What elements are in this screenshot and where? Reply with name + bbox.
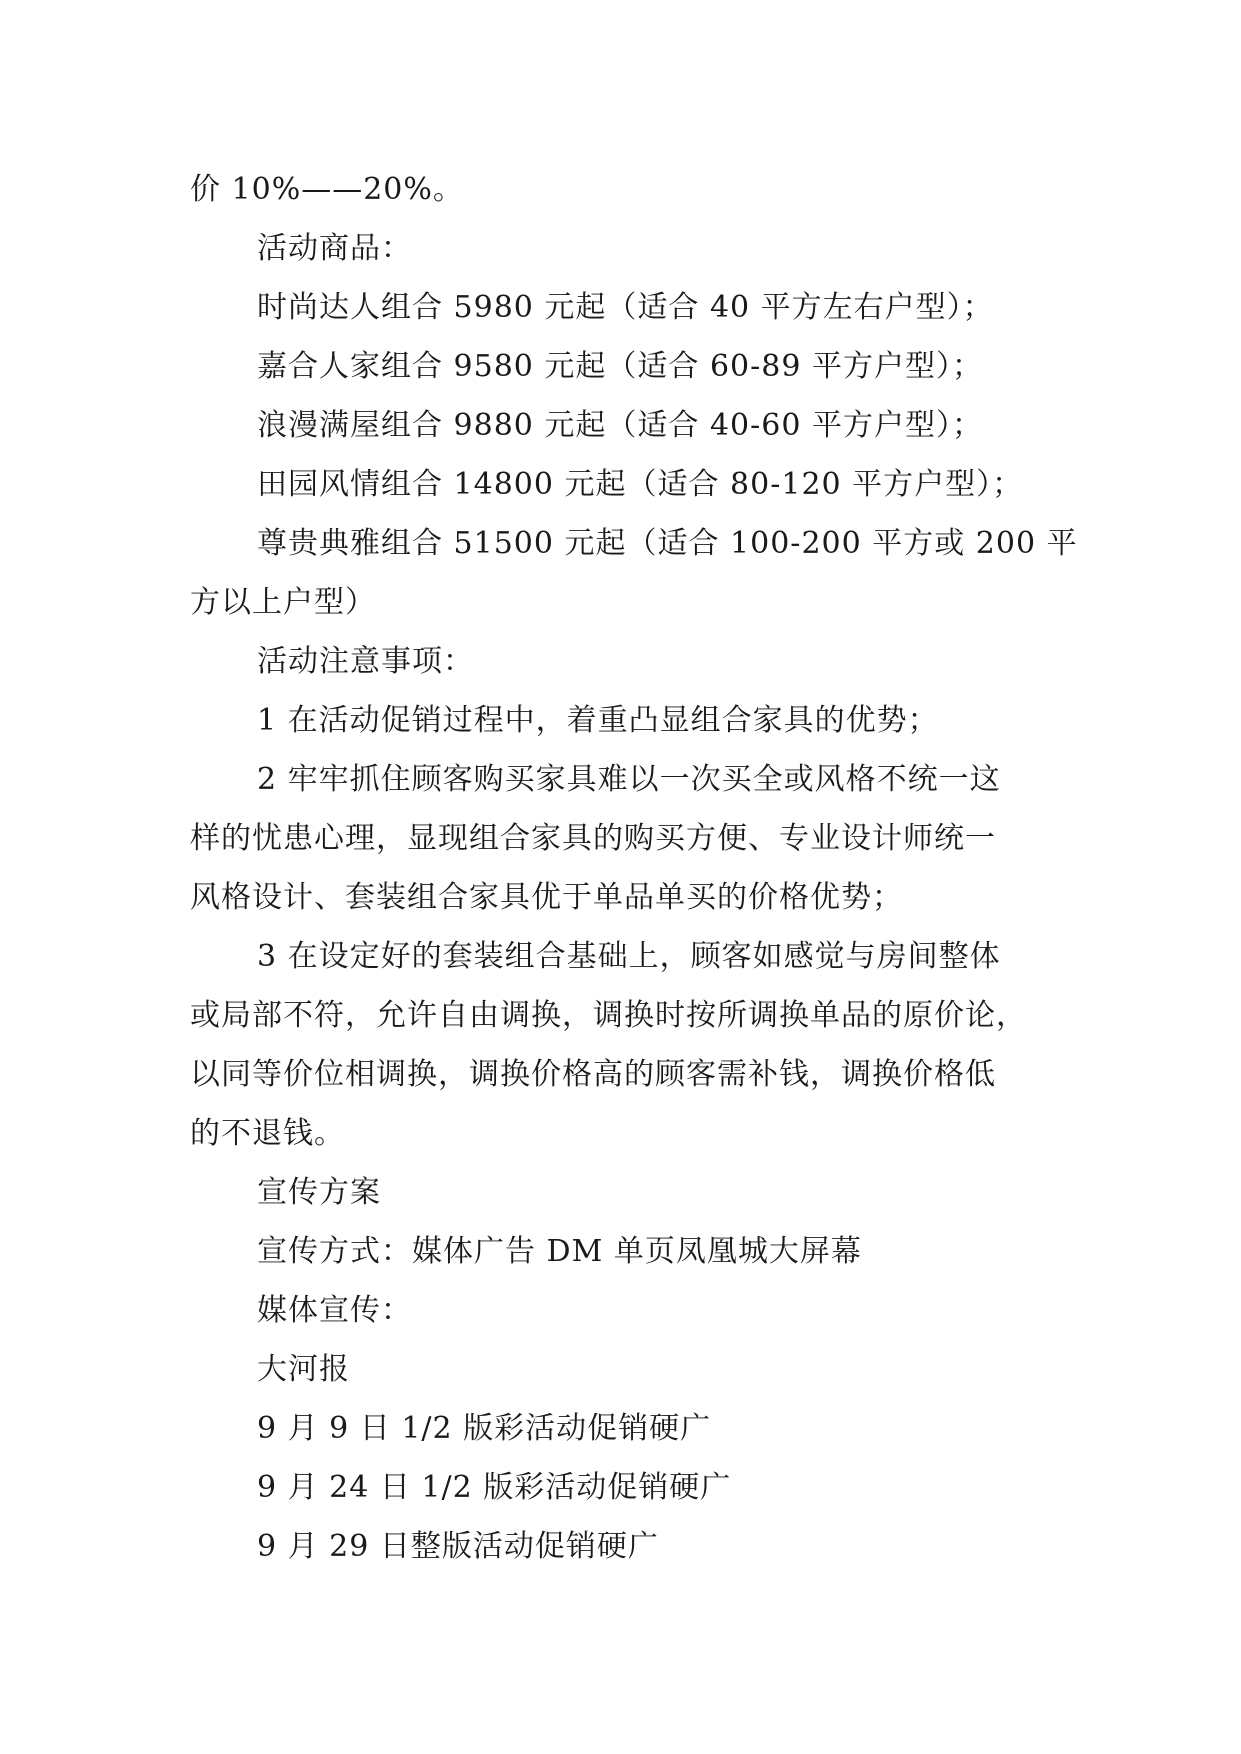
text-line: 的不退钱。 <box>190 1116 345 1151</box>
text-line: 9 月 29 日整版活动促销硬广 <box>257 1529 659 1564</box>
text-line: 3 在设定好的套装组合基础上，顾客如感觉与房间整体 <box>257 939 1001 974</box>
text-line: 以同等价位相调换，调换价格高的顾客需补钱，调换价格低 <box>190 1057 996 1092</box>
text-line: 活动商品： <box>257 231 412 266</box>
text-line: 1 在活动促销过程中，着重凸显组合家具的优势； <box>257 703 939 738</box>
text-line: 田园风情组合 14800 元起（适合 80-120 平方户型）； <box>257 467 1024 502</box>
text-line: 2 牢牢抓住顾客购买家具难以一次买全或风格不统一这 <box>257 762 1001 797</box>
text-line: 或局部不符，允许自由调换，调换时按所调换单品的原价论， <box>190 998 1027 1033</box>
text-line: 媒体宣传： <box>257 1293 412 1328</box>
text-line: 浪漫满屋组合 9880 元起（适合 40-60 平方户型）； <box>257 408 983 443</box>
text-line: 风格设计、套装组合家具优于单品单买的价格优势； <box>190 880 903 915</box>
text-line: 时尚达人组合 5980 元起（适合 40 平方左右户型）； <box>257 290 994 325</box>
text-line: 9 月 9 日 1/2 版彩活动促销硬广 <box>257 1411 712 1446</box>
text-line: 尊贵典雅组合 51500 元起（适合 100-200 平方或 200 平 <box>257 526 1078 561</box>
text-line: 9 月 24 日 1/2 版彩活动促销硬广 <box>257 1470 732 1505</box>
text-line: 宣传方式：媒体广告 DM 单页凤凰城大屏幕 <box>257 1234 862 1269</box>
text-line: 大河报 <box>257 1352 350 1387</box>
text-line: 价 10%——20%。 <box>190 172 464 207</box>
document-body <box>190 160 1078 1576</box>
text-line: 活动注意事项： <box>257 644 474 679</box>
text-line: 宣传方案 <box>257 1175 381 1210</box>
text-line: 嘉合人家组合 9580 元起（适合 60-89 平方户型）； <box>257 349 983 384</box>
text-line: 样的忧患心理，显现组合家具的购买方便、专业设计师统一 <box>190 821 996 856</box>
text-line: 方以上户型） <box>190 585 376 620</box>
